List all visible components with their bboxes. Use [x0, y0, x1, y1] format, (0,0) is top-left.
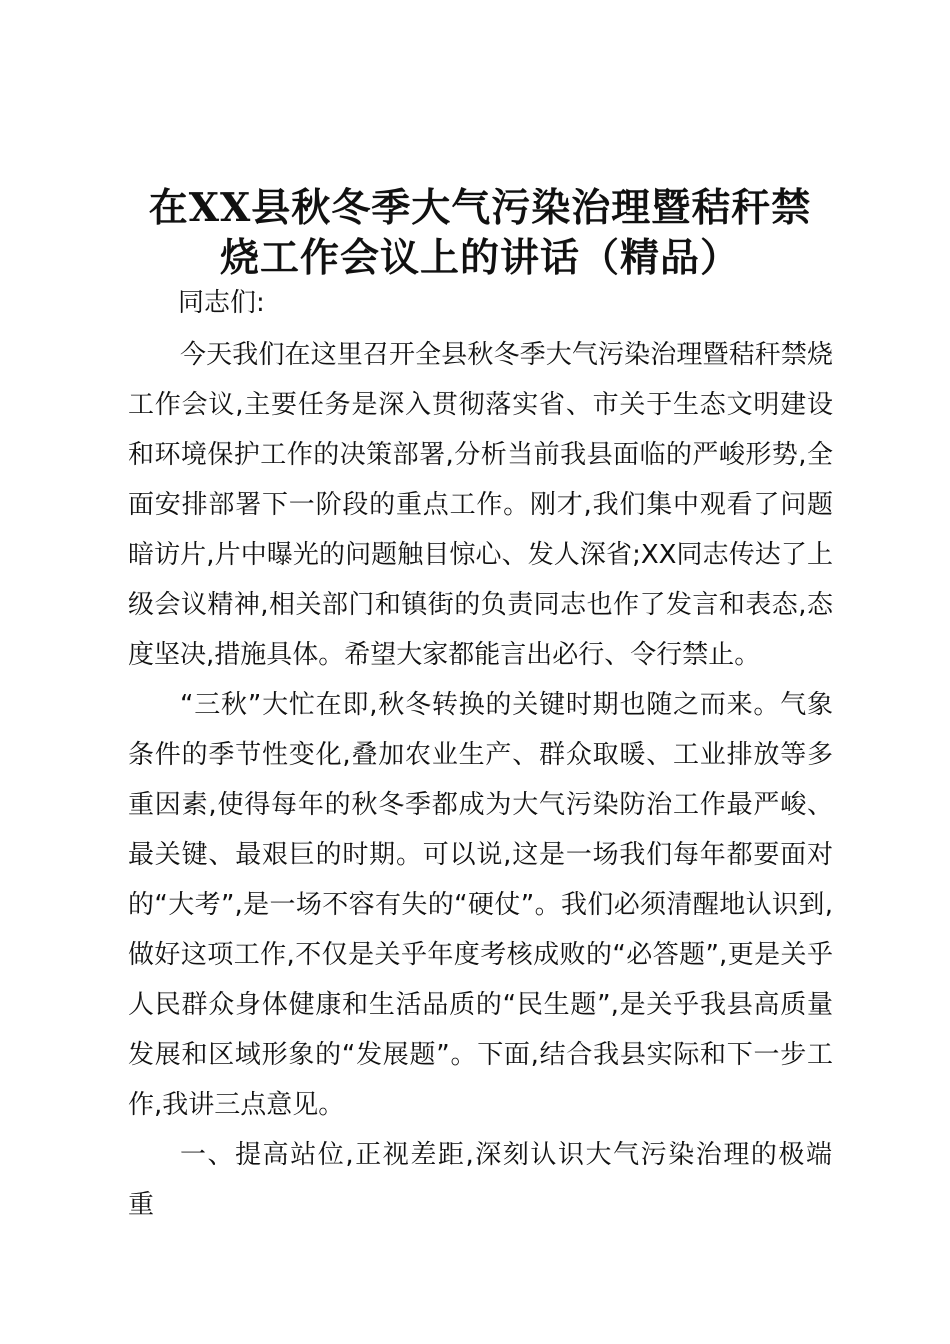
greeting: 同志们: — [178, 288, 265, 318]
paragraph-2: “三秋”大忙在即,秋冬转换的关键时期也随之而来。气象条件的季节性变化,叠加农业生产、群众取暖、工业排放等多重因素,使得每年的秋冬季都成为大气污染防治工作最严峻、最关键、最艰巨的时期。可以说,这是一场我们每年都要面对的“大考”,是一场不容有失的“硬仗”。我们必须清醒地认识到,做好这项工作,不仅是关乎年度考核成败的“必答题”,更是关乎人民群众身体健康和生活品质的“民生题”,是关乎我县高质量发展和区域形象的“发展题”。下面,结合我县实际和下一步工作,我讲三点意见。 — [128, 690, 833, 1120]
title-line-2: 烧工作会议上的讲话（精品） — [219, 235, 740, 281]
section-heading-1: 一、提高站位,正视差距,深刻认识大气污染治理的极端重 — [128, 1140, 833, 1220]
paragraph-1: 今天我们在这里召开全县秋冬季大气污染治理暨秸秆禁烧工作会议,主要任务是深入贯彻落实省、市关于生态文明建设和环境保护工作的决策部署,分析当前我县面临的严峻形势,全面安排部署下一阶段的重点工作。刚才,我们集中观看了问题暗访片,片中曝光的问题触目惊心、发人深省;XX同志传达了上级会议精神,相关部门和镇街的负责同志也作了发言和表态,态度坚决,措施具体。希望大家都能言出必行、令行禁止。 — [128, 340, 833, 670]
document-title — [110, 183, 850, 283]
title-line-1: 在XX县秋冬季大气污染治理暨秸秆禁 — [148, 185, 812, 231]
